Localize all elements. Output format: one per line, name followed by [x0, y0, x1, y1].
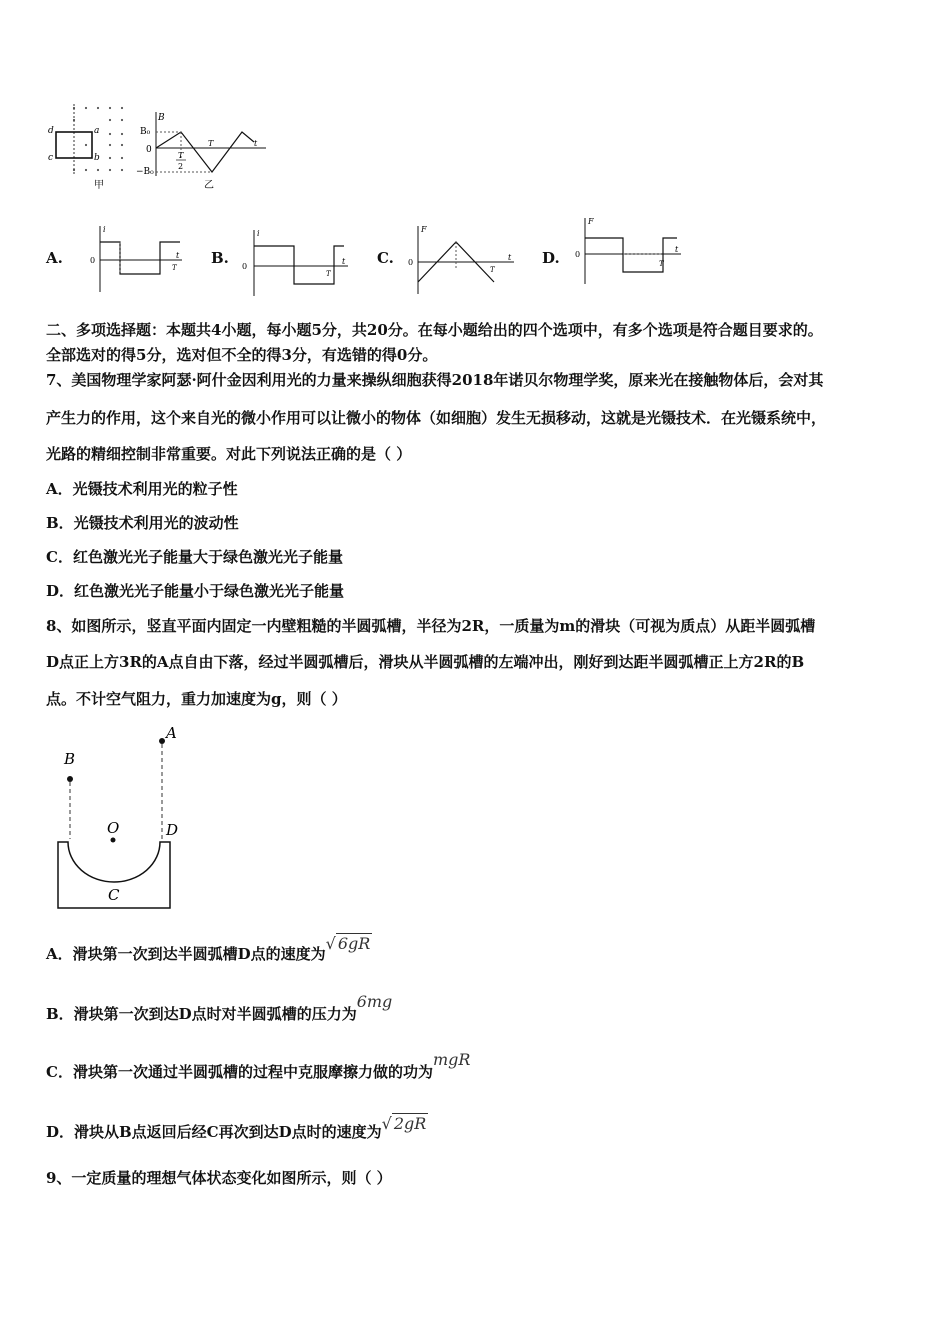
q9-line1: 9、一定质量的理想气体状态变化如图所示，则（ ） — [46, 1169, 392, 1187]
label-Thalf-top: T — [178, 151, 184, 160]
label-negB0: −B₀ — [136, 167, 154, 177]
q8-line3: 点。不计空气阻力，重力加速度为g，则（ ） — [46, 690, 347, 708]
q7-option-b[interactable]: B．光镊技术利用光的波动性 — [46, 514, 239, 532]
q8-line2: D点正上方3R的A点自由下落，经过半圆弧槽后，滑块从半圆弧槽的左端冲出，刚好到达距半圆弧槽正上方2R的B — [46, 653, 805, 671]
square-wave — [254, 246, 344, 284]
q8-option-b-math: 6mg — [356, 992, 393, 1011]
q8-option-b[interactable] — [46, 992, 393, 1024]
point-o — [111, 838, 116, 843]
label-A: A — [166, 724, 177, 742]
q8-option-d-math: 2gR — [393, 1114, 427, 1133]
point-a — [159, 738, 165, 744]
origin-label: 0 — [242, 262, 248, 271]
T-label: T — [659, 260, 664, 268]
origin-label: 0 — [408, 258, 414, 267]
choice-b-graph — [240, 226, 352, 298]
origin-label: 0 — [90, 256, 96, 265]
q7-option-c[interactable]: C．红色激光光子能量大于绿色激光光子能量 — [46, 548, 343, 566]
section2-line2: 全部选对的得5分，选对但不全的得3分，有选错的得0分。 — [46, 346, 438, 364]
caption-jia: 甲 — [94, 180, 104, 191]
label-d: d — [48, 126, 54, 136]
label-O: O — [107, 819, 120, 837]
label-C: C — [108, 886, 120, 904]
q8-option-c-text: C．滑块第一次通过半圆弧槽的过程中克服摩擦力做的功为 — [46, 1063, 433, 1081]
choice-a-graph — [86, 222, 186, 294]
q8-option-b-text: B．滑块第一次到达D点时对半圆弧槽的压力为 — [46, 1005, 357, 1023]
q7-option-d[interactable]: D．红色激光光子能量小于绿色激光光子能量 — [46, 582, 345, 600]
square-wave — [100, 242, 180, 274]
choice-b-letter[interactable]: B. — [211, 249, 229, 267]
q8-option-d-text: D．滑块从B点返回后经C再次到达D点时的速度为 — [46, 1123, 382, 1141]
label-B: B — [64, 750, 76, 768]
t-label: t — [342, 257, 346, 266]
T-label: T — [326, 270, 331, 278]
choice-c-letter[interactable]: C. — [377, 249, 394, 267]
axis-label: F — [588, 217, 594, 226]
q8-line1: 8、如图所示，竖直平面内固定一内壁粗糙的半圆弧槽，半径为2R，一质量为m的滑块（可视为质点）从距半圆弧槽 — [46, 617, 816, 635]
t-label: t — [508, 253, 512, 262]
q7-line1: 7、美国物理学家阿瑟·阿什金因利用光的力量来操纵细胞获得2018年诺贝尔物理学奖，原来光在接触物体后，会对其 — [46, 371, 824, 389]
q8-option-a-text: A．滑块第一次到达半圆弧槽D点的速度为 — [46, 945, 326, 963]
label-T: T — [208, 139, 214, 148]
choice-a-letter[interactable]: A. — [46, 249, 63, 267]
T-label: T — [172, 264, 177, 272]
section2-line1: 二、多项选择题：本题共4小题，每小题5分，共20分。在每小题给出的四个选项中，有多个选项是符合题目要求的。 — [46, 321, 823, 339]
label-B: B — [158, 113, 165, 123]
q7-line3: 光路的精细控制非常重要。对此下列说法正确的是（ ） — [46, 445, 412, 463]
choice-c-graph — [406, 222, 518, 296]
q7-line2: 产生力的作用，这个来自光的微小作用可以让微小的物体（如细胞）发生无损移动，这就是光镊技术．在光镊系统中， — [46, 409, 827, 427]
choice-d-letter[interactable]: D. — [542, 249, 560, 267]
q8-option-a-math: 6gR — [337, 934, 371, 953]
figure-jia-yi — [44, 100, 274, 192]
label-B0: B₀ — [140, 127, 151, 137]
q8-figure — [50, 722, 190, 914]
label-a: a — [94, 126, 100, 136]
caption-yi: 乙 — [204, 180, 214, 191]
q8-option-c-math: mgR — [432, 1050, 471, 1069]
q7-option-a[interactable]: A．光镊技术利用光的粒子性 — [46, 480, 238, 498]
label-D: D — [166, 821, 179, 839]
q8-option-c[interactable] — [46, 1050, 471, 1082]
axis-label: F — [421, 225, 427, 234]
q8-option-d[interactable]: D．滑块从B点返回后经C再次到达D点时的速度为√ 2gR — [46, 1114, 427, 1141]
b-wave — [156, 132, 254, 172]
t-label: t — [675, 245, 679, 254]
label-Thalf-bot: 2 — [178, 162, 184, 171]
q8-option-a[interactable]: A．滑块第一次到达半圆弧槽D点的速度为√ 6gR — [46, 934, 371, 963]
label-zero: 0 — [146, 145, 152, 155]
label-c: c — [48, 153, 54, 163]
axis-label: i — [103, 225, 106, 234]
T-label: T — [490, 266, 495, 274]
label-t: t — [254, 139, 258, 148]
point-b — [67, 776, 73, 782]
origin-label: 0 — [575, 250, 581, 259]
label-b: b — [94, 153, 100, 163]
axis-label: i — [257, 229, 260, 238]
choice-d-graph — [573, 214, 685, 286]
t-label: t — [176, 251, 180, 260]
